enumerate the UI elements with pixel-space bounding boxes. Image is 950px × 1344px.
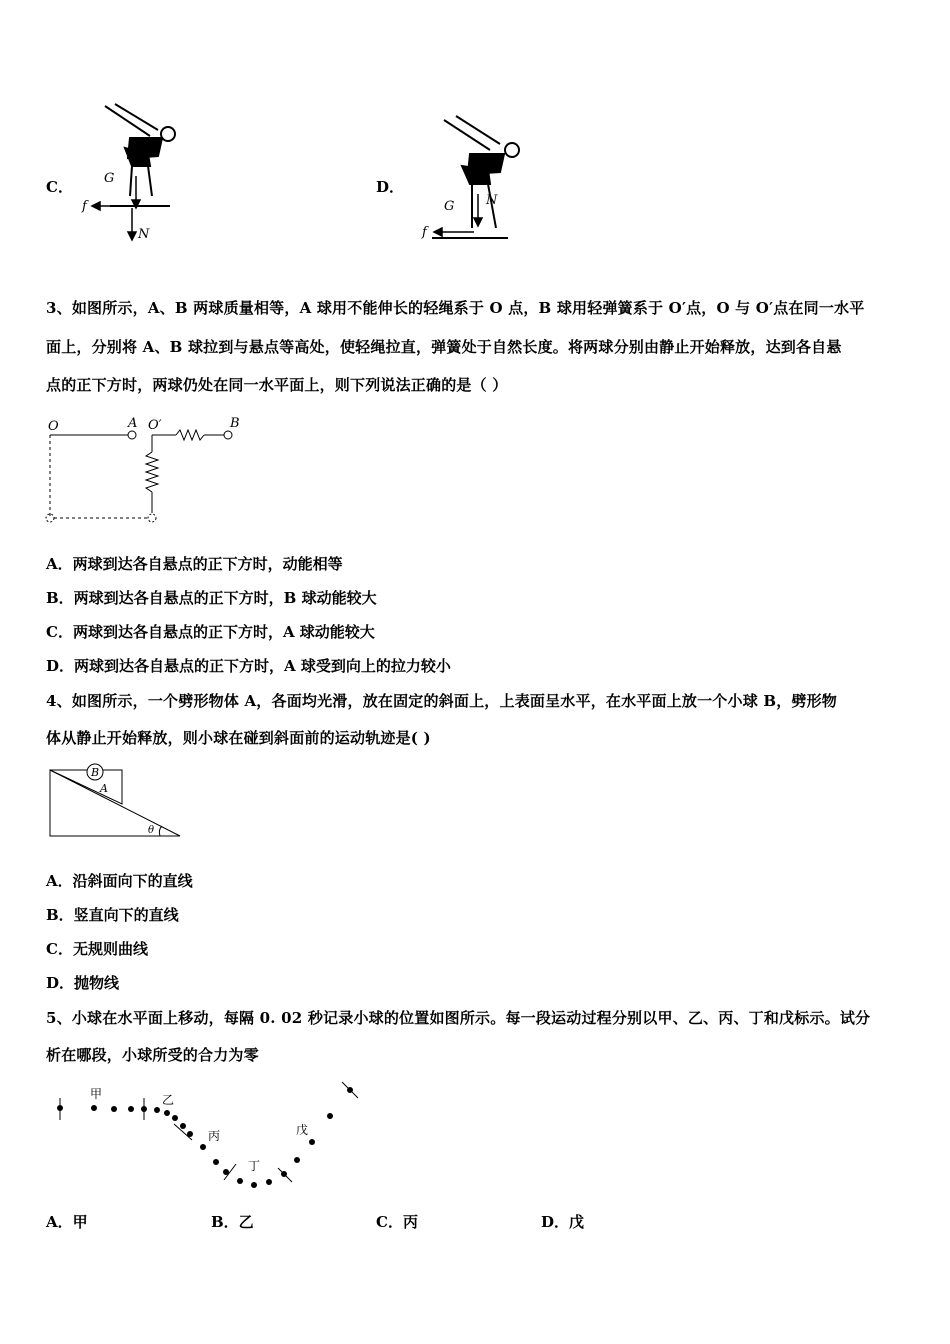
- ball-b-dashed: [148, 514, 156, 522]
- ball-a: [128, 431, 136, 439]
- q5-option-c: C．丙: [376, 1213, 418, 1231]
- force-arrows-c: [92, 176, 140, 240]
- q2-figure-d: [404, 110, 544, 245]
- segment-label-ding: 丁: [248, 1159, 261, 1173]
- segment-label-yi: 乙: [162, 1093, 175, 1107]
- ball-b-label: B: [230, 416, 240, 431]
- wedge-a-label: A: [100, 782, 108, 795]
- q5-option-d: D．戊: [541, 1213, 585, 1231]
- friction-label-c: f: [82, 199, 87, 214]
- friction-label-d: f: [422, 225, 427, 240]
- q5-option-a: A．甲: [46, 1213, 88, 1231]
- force-arrows-d: [434, 194, 482, 236]
- q5-figure: [50, 1078, 370, 1193]
- q5-text-line-1: 5、小球在水平面上移动，每隔 0. 02 秒记录小球的位置如图所示。每一段运动过程分别以甲、乙、丙、丁和戊标示。试分: [46, 1009, 871, 1027]
- ball-b: [224, 431, 232, 439]
- spring-horizontal: [176, 430, 204, 440]
- segment-label-wu: 戊: [296, 1123, 309, 1137]
- q4-option-d: D．抛物线: [46, 974, 120, 992]
- q2-option-c-label: C．: [46, 178, 73, 196]
- angle-theta-label: θ: [148, 825, 155, 836]
- wedge-a: [50, 770, 122, 804]
- spring-vertical: [146, 452, 158, 492]
- ball-a-label: A: [128, 416, 138, 431]
- q4-option-a: A．沿斜面向下的直线: [46, 872, 193, 890]
- q4-option-b: B．竖直向下的直线: [46, 906, 179, 924]
- q5-option-b: B．乙: [211, 1213, 254, 1231]
- q4-text-line-2: 体从静止开始释放，则小球在碰到斜面前的运动轨迹是( ): [46, 729, 431, 747]
- q2-figure-c: [70, 96, 200, 246]
- q3-option-d: D．两球到达各自悬点的正下方时，A 球受到向上的拉力较小: [46, 657, 451, 675]
- q3-text-line-2: 面上，分别将 A、B 球拉到与悬点等高处，使轻绳拉直，弹簧处于自然长度。将两球分别由静止开始释放，达到各自悬: [46, 338, 842, 356]
- normal-label-d: N: [486, 193, 498, 208]
- normal-label-c: N: [138, 227, 150, 242]
- diver-figure-c: [105, 104, 175, 206]
- q5-text-line-2: 析在哪段，小球所受的合力为零: [46, 1046, 259, 1064]
- ball-b-label: B: [91, 766, 100, 779]
- q3-text-line-1: 3、如图所示，A、B 两球质量相等，A 球用不能伸长的轻绳系于 O 点，B 球用轻弹簧系于 O′点，O 与 O′点在同一水平: [46, 299, 865, 317]
- q3-text-line-3: 点的正下方时，两球仍处在同一水平面上，则下列说法正确的是（ ）: [46, 376, 508, 394]
- q2-option-d-label: D．: [376, 178, 405, 196]
- segment-label-jia: 甲: [90, 1087, 103, 1101]
- point-o-prime-label: O′: [148, 418, 162, 433]
- segment-label-bing: 丙: [208, 1129, 221, 1143]
- q4-text-line-1: 4、如图所示，一个劈形物体 A，各面均光滑，放在固定的斜面上，上表面呈水平，在水平面上放一个小球 B，劈形物: [46, 692, 838, 710]
- q3-figure: [42, 412, 252, 527]
- q3-option-c: C．两球到达各自悬点的正下方时，A 球动能较大: [46, 623, 375, 641]
- point-o-label: O: [48, 419, 59, 434]
- q4-option-c: C．无规则曲线: [46, 940, 148, 958]
- gravity-label-c: G: [104, 171, 115, 186]
- ball-positions: [57, 1087, 353, 1188]
- q3-option-b: B．两球到达各自悬点的正下方时，B 球动能较大: [46, 589, 377, 607]
- gravity-label-d: G: [444, 199, 455, 214]
- q4-figure: [46, 760, 186, 840]
- q3-option-a: A．两球到达各自悬点的正下方时，动能相等: [46, 555, 343, 573]
